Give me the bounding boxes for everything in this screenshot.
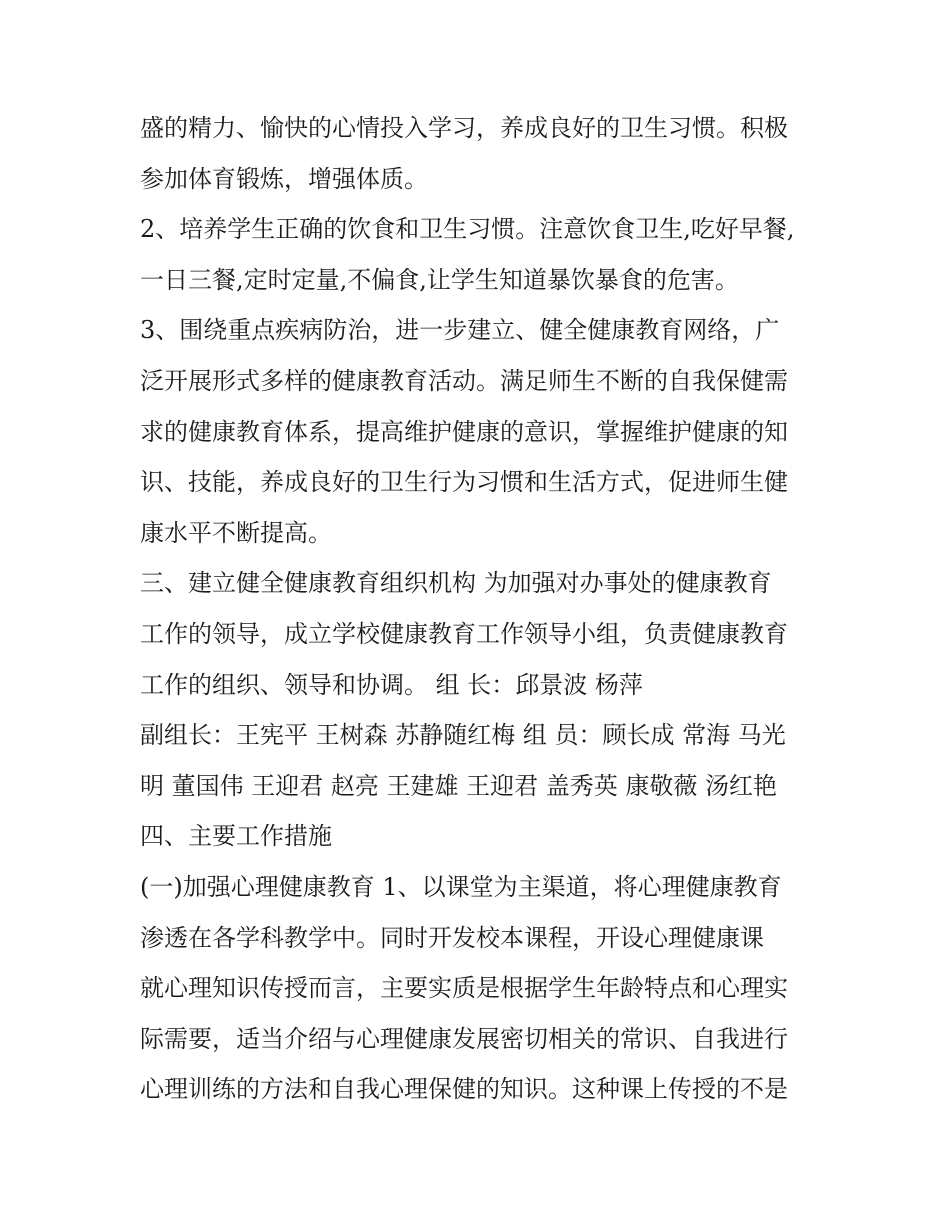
text-line: 识、技能，养成良好的卫生行为习惯和生活方式，促进师生健 bbox=[140, 468, 788, 497]
text-line: 渗透在各学科教学中。同时开发校本课程，开设心理健康课 bbox=[140, 923, 764, 952]
body-text bbox=[140, 103, 820, 1115]
text-line: 明 董国伟 王迎君 赵亮 王建雄 王迎君 盖秀英 康敬薇 汤红艳 bbox=[140, 771, 778, 800]
text-line: (一)加强心理健康教育 1、以课堂为主渠道，将心理健康教育 bbox=[140, 872, 782, 901]
text-line: 一日三餐,定时定量,不偏食,让学生知道暴饮暴食的危害。 bbox=[140, 265, 739, 294]
text-line: 就心理知识传授而言，主要实质是根据学生年龄特点和心理实 bbox=[140, 974, 788, 1003]
text-line: 盛的精力、愉快的心情投入学习，养成良好的卫生习惯。积极 bbox=[140, 114, 788, 142]
text-line: 际需要，适当介绍与心理健康发展密切相关的常识、自我进行 bbox=[140, 1024, 788, 1053]
text-line: 康水平不断提高。 bbox=[140, 518, 332, 547]
text-line: 泛开展形式多样的健康教育活动。满足师生不断的自我保健需 bbox=[140, 366, 788, 395]
text-line: 2、培养学生正确的饮食和卫生习惯。注意饮食卫生,吃好早餐, bbox=[140, 215, 795, 244]
text-line: 参加体育锻炼，增强体质。 bbox=[140, 164, 428, 193]
text-line: 求的健康教育体系，提高维护健康的意识，掌握维护健康的知 bbox=[140, 417, 788, 446]
section-heading: 三、建立健全健康教育组织机构 为加强对办事处的健康教育 bbox=[140, 569, 772, 598]
text-line: 副组长：王宪平 王树森 苏静随红梅 组 员：顾长成 常海 马光 bbox=[140, 721, 786, 750]
text-line: 工作的组织、领导和协调。 组 长：邱景波 杨萍 bbox=[140, 670, 643, 699]
text-line: 工作的领导，成立学校健康教育工作领导小组，负责健康教育 bbox=[140, 619, 788, 648]
text-line: 3、围绕重点疾病防治，进一步建立、健全健康教育网络，广 bbox=[140, 316, 780, 345]
section-heading: 四、主要工作措施 bbox=[140, 822, 332, 851]
text-line: 心理训练的方法和自我心理保健的知识。这种课上传授的不是 bbox=[140, 1075, 788, 1104]
